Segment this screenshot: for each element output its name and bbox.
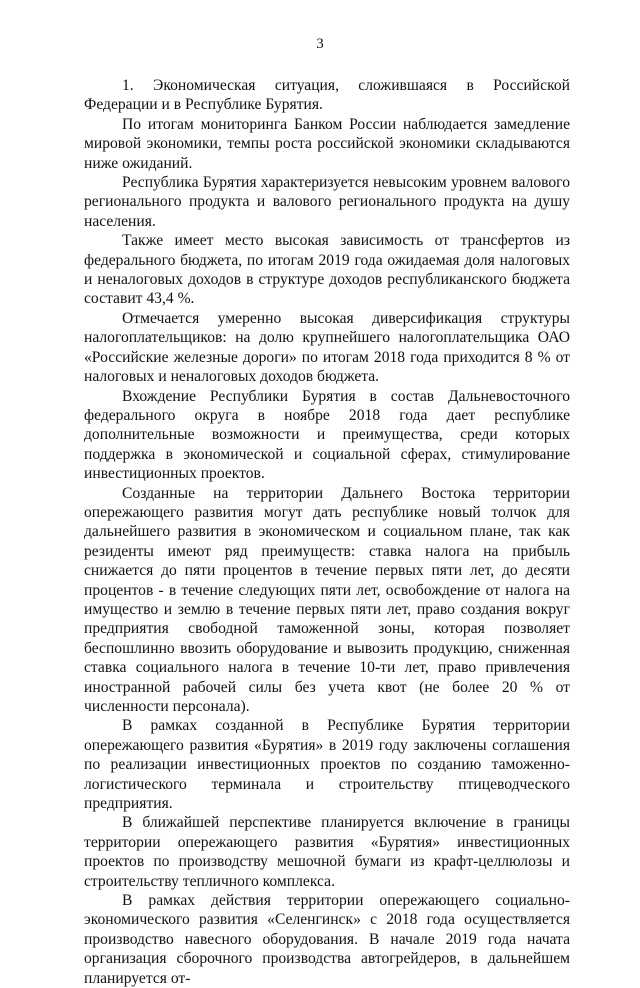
paragraph-section-heading: 1. Экономическая ситуация, сложившаяся в Российской Федерации и в Республике Бурятия. [84, 77, 570, 114]
paragraph-taxpayer-diversification: Отмечается умеренно высокая диверсификация структуры налогоплательщиков: на долю крупнейшего налогоплательщика ОАО «Российские железные дороги» по итогам 2018 года приходится 8 % от налоговых и неналоговых доходов бюджета. [84, 309, 570, 386]
paragraph-tor-selenginsk: В рамках действия территории опережающего социально-экономического развития «Селенгинск» с 2018 года осуществляется производство навесного оборудования. В начале 2019 года начата организация сборочного производства автогрейдеров, в дальнейшем планируется от- [84, 892, 570, 987]
paragraph-bank-monitoring: По итогам мониторинга Банком России наблюдается замедление мировой экономики, темпы роста российской экономики складываются ниже ожиданий. [84, 115, 570, 172]
document-body [84, 76, 570, 988]
paragraph-transfer-dependence: Также имеет место высокая зависимость от трансфертов из федерального бюджета, по итогам 2019 года ожидаемая доля налоговых и неналоговых доходов в структуре доходов республиканского бюджета составит 43,4 %. [84, 232, 570, 308]
paragraph-tor-buryatia-agreements: В рамках созданной в Республике Бурятия территории опережающего развития «Бурятия» в 2019 году заключены соглашения по реализации инвестиционных проектов по созданию таможенно-логистического терминала и строительству птицеводческого предприятия. [84, 717, 570, 813]
page-number: 3 [316, 36, 324, 52]
paragraph-far-east-district: Вхождение Республики Бурятия в состав Дальневосточного федерального округа в ноябре 2018 года дает республике дополнительные возможности и преимущества, среди которых поддержка в экономической и социальной сферах, стимулирование инвестиционных проектов. [84, 387, 570, 483]
paragraph-tor-buryatia-plans: В ближайшей перспективе планируется включение в границы территории опережающего развития «Бурятия» инвестиционных проектов по производству мешочной бумаги из крафт-целлюлозы и строительству тепличного комплекса. [84, 814, 570, 890]
paragraph-grp-level: Республика Бурятия характеризуется невысоким уровнем валового регионального продукта и валового регионального продукта на душу населения. [84, 174, 570, 230]
paragraph-advanced-development-territories: Созданные на территории Дальнего Востока территории опережающего развития могут дать республике новый толчок для дальнейшего развития в экономическом и социальном плане, так как резиденты имеют ряд преимуществ: ставка налога на прибыль снижается до пяти процентов в течение первых пяти лет, до десяти процентов - в течение следующих пяти лет, освобождение от налога на имущество и землю в течение первых пяти лет, право создания вокруг предприятия свободной таможенной зоны, которая позволяет беспошлинно ввозить оборудование и вывозить продукцию, сниженная ставка социального налога в течение 10-ти лет, право привлечения иностранной рабочей силы без учета квот (не более 20 % от численности персонала). [84, 484, 570, 715]
